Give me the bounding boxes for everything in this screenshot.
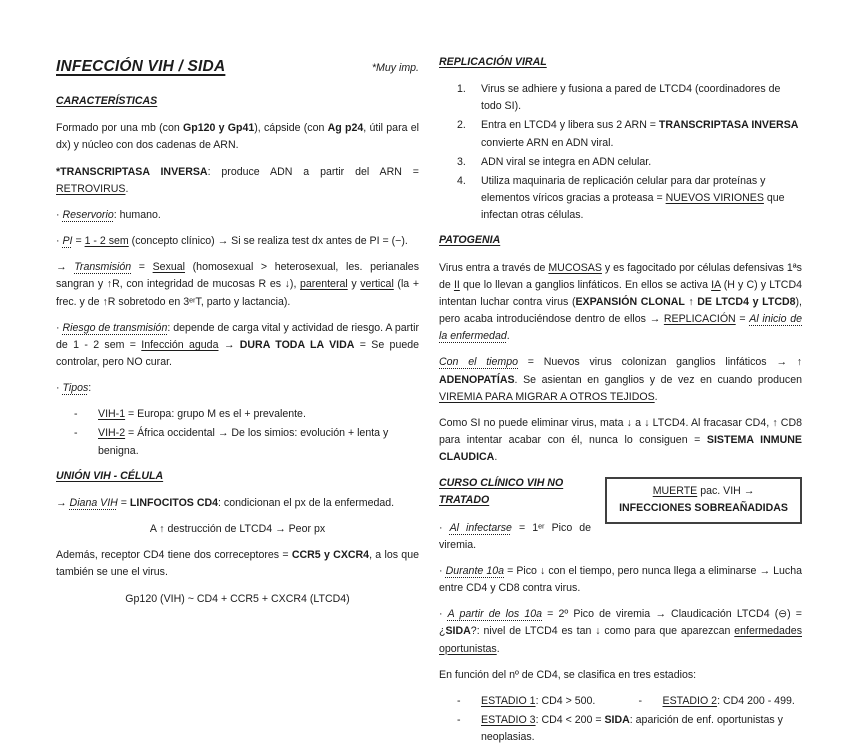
paragraph [56, 547, 419, 581]
text-segment: (concepto clínico) → Si se realiza test dx antes de PI = (−). [128, 235, 408, 248]
list-marker: - [74, 408, 78, 421]
text-segment: : CD4 > 500. [535, 694, 596, 707]
paragraph [439, 606, 802, 657]
text-segment: CURSO CLÍNICO VIH NO TRATADO [439, 477, 564, 507]
text-segment: ), cápside (con [254, 122, 328, 135]
text-segment: SISTEMA INMUNE CLAUDICA [439, 433, 802, 464]
text-segment: enfermedades oportunistas [439, 625, 802, 655]
text-segment: vertical [360, 278, 394, 291]
paragraph [56, 233, 419, 250]
section-heading [439, 54, 802, 71]
dash-list-item [457, 712, 802, 746]
section-heading [439, 475, 591, 509]
list-item-text [481, 173, 802, 224]
text-segment: REPLICACIÓN [663, 313, 736, 326]
two-column-list-row [439, 693, 802, 710]
muerte-box-line-1 [619, 483, 788, 499]
text-segment: · [56, 382, 63, 395]
list-item-text [481, 81, 802, 115]
text-segment: Transmisión [74, 261, 132, 274]
paragraph [439, 354, 802, 405]
centered-note [56, 591, 419, 608]
text-segment: . [506, 330, 510, 343]
text-segment: EXPANSIÓN CLONAL ↑ DE LTCD4 y LTCD8 [575, 295, 796, 308]
text-segment: PI [62, 235, 73, 248]
text-segment: Además, receptor CD4 tiene dos correceptores = [56, 549, 292, 562]
text-segment: Utiliza maquinaria de replicación celular para dar proteínas y elementos víricos gracias a proteasa = [481, 174, 766, 205]
text-segment: → [218, 338, 240, 351]
text-segment: MUCOSAS [548, 261, 602, 274]
paragraph [56, 164, 419, 198]
text-segment: Virus entra a través de [439, 261, 549, 274]
list-item-text [663, 693, 803, 710]
list-marker: 1. [457, 83, 466, 96]
list-marker: 2. [457, 119, 466, 132]
text-segment: Formado por una mb (con [56, 122, 183, 135]
paragraph [439, 563, 802, 597]
section-heading [56, 468, 419, 485]
text-segment: = [117, 496, 130, 509]
text-segment: NUEVOS VIRIONES [665, 192, 764, 205]
list-item-text [98, 425, 419, 459]
text-segment: VIH-1 [98, 408, 126, 421]
page-title: INFECCIÓN VIH / SIDA [56, 58, 226, 75]
list-marker: - [74, 427, 78, 440]
text-segment: : CD4 < 200 = [535, 714, 605, 726]
text-segment: TRANSCRIPTASA INVERSA [658, 119, 799, 132]
dash-list-item [74, 406, 419, 423]
section-heading [56, 93, 419, 110]
list-marker: - [457, 694, 461, 707]
text-segment: = 2º Pico de viremia → Claudicación LTCD4 (⊖) = ¿ [439, 608, 802, 638]
text-segment: Diana VIH [69, 496, 118, 509]
text-segment: = Nuevos virus colonizan ganglios linfáticos → ↑ [518, 356, 802, 369]
paragraph [56, 320, 419, 371]
text-segment: parenteral [300, 278, 348, 291]
text-segment: . [654, 390, 658, 403]
numbered-list-item [457, 173, 802, 224]
text-segment: *TRANSCRIPTASA INVERSA [56, 165, 208, 178]
text-segment: y [347, 278, 361, 291]
paragraph [439, 260, 802, 346]
dash-list-item [457, 693, 621, 710]
numbered-list-item [457, 154, 802, 171]
text-segment: Gp120 y Gp41 [182, 122, 255, 135]
text-segment: ADENOPATÍAS [439, 373, 515, 386]
list-item-text [481, 712, 802, 746]
text-segment: RETROVIRUS [56, 182, 126, 195]
text-segment: VIH-2 [98, 427, 126, 440]
text-segment: = Se puede controlar, pero NO curar. [56, 338, 420, 368]
list-item-text [481, 693, 621, 710]
text-segment: . Se asientan en ganglios y de vez en cuando producen [514, 373, 802, 386]
text-segment: = 1ᵉʳ Pico de viremia. [439, 521, 592, 551]
text-segment: SIDA [604, 714, 630, 726]
numbered-list-item [457, 81, 802, 115]
curso-clinico-left [439, 475, 591, 563]
text-segment: · [439, 521, 450, 534]
text-segment: y es fagocitado por células defensivas 1ªs de [439, 261, 802, 291]
text-segment: = Europa: grupo M es el + prevalente. [125, 408, 306, 421]
text-segment: = África occidental → De los simios: evolución + lenta y benigna. [98, 427, 389, 457]
text-segment: : [88, 382, 92, 395]
paragraph [439, 415, 802, 466]
text-segment: Infección aguda [141, 338, 219, 351]
right-column [439, 54, 803, 744]
text-segment: : CD4 200 - 499. [717, 694, 795, 707]
text-segment: , útil para el dx) y núcleo con dos cadenas de ARN. [56, 122, 419, 152]
text-segment: que lo llevan a ganglios linfáticos. En ellos se activa [459, 278, 712, 291]
section-heading [439, 232, 802, 249]
text-segment: A ↑ destrucción de LTCD4 → Peor px [149, 523, 326, 536]
paragraph [56, 259, 419, 310]
list-item-text [481, 154, 802, 171]
text-segment: : condicionan el px de la enfermedad. [218, 496, 395, 509]
text-segment: ADN viral se integra en ADN celular. [481, 155, 652, 168]
text-segment: = Pico ↓ con el tiempo, pero nunca llega a eliminarse → Lucha entre CD4 y CD8 contra virus. [439, 564, 802, 595]
text-segment: : aparición de enf. oportunistas y neoplasias. [481, 714, 783, 744]
text-segment: Al inicio de la enfermedad [439, 313, 803, 343]
muerte-callout-box [605, 477, 802, 524]
text-segment: Con el tiempo [439, 356, 519, 369]
text-segment: CCR5 y CXCR4 [291, 549, 370, 562]
text-segment: · [439, 564, 446, 577]
dash-list-item [74, 425, 419, 459]
text-segment: · [56, 321, 63, 334]
text-segment: En función del nº de CD4, se clasifica en tres estadios: [439, 668, 697, 681]
text-segment: SIDA [445, 625, 471, 638]
dash-list-item [639, 693, 803, 710]
text-segment: , a los que también se une el virus. [56, 549, 419, 579]
text-segment: A partir de los 10a [447, 608, 543, 621]
text-segment: Entra en LTCD4 y libera sus 2 ARN = [481, 119, 659, 132]
text-segment: ), pero acaba introduciéndose dentro de ellos → [439, 295, 802, 326]
text-segment: Sexual [152, 261, 186, 274]
left-column-blocks [56, 93, 419, 608]
text-segment: REPLICACIÓN VIRAL [439, 56, 547, 68]
text-segment: (la + frec. y de ↑R sobretodo en 3ᵉʳT, parto y lactancia). [56, 278, 420, 308]
text-segment: = [735, 313, 750, 326]
numbered-list-item [457, 117, 802, 151]
text-segment: convierte ARN en ADN viral. [481, 136, 614, 149]
text-segment: → [56, 496, 70, 509]
text-segment: Durante 10a [445, 564, 505, 577]
curso-clinico-row [439, 475, 802, 563]
text-segment: que infectan otras células. [481, 192, 785, 222]
muerte-box-line-2 [619, 500, 788, 516]
text-segment: ESTADIO 3 [481, 714, 536, 726]
list-item-text [98, 406, 419, 423]
text-segment: Al infectarse [449, 521, 512, 534]
text-segment: . [494, 451, 498, 464]
left-column [56, 54, 420, 605]
paragraph [56, 495, 419, 512]
text-segment: CARACTERÍSTICAS [56, 95, 158, 108]
text-segment: · [439, 608, 448, 621]
text-segment: DURA TODA LA VIDA [239, 338, 355, 351]
text-segment: → [56, 261, 75, 274]
text-segment: MUERTE [652, 485, 698, 498]
list-marker: - [457, 714, 461, 726]
text-segment: Tipos [62, 382, 89, 395]
text-segment: INFECCIONES SOBREAÑADIDAS [619, 501, 788, 514]
paragraph [56, 380, 419, 397]
title-row [56, 54, 419, 79]
paragraph [439, 520, 591, 554]
text-segment: ESTADIO 1 [481, 694, 536, 707]
text-segment: II [453, 278, 460, 291]
list-marker: - [638, 694, 643, 707]
centered-note [56, 521, 419, 538]
right-column-blocks-top [439, 54, 802, 466]
text-segment: UNIÓN VIH - CÉLULA [56, 469, 164, 482]
text-segment: . [125, 182, 129, 195]
list-marker: 4. [457, 174, 466, 187]
text-segment: Gp120 (VIH) ~ CD4 + CCR5 + CXCR4 (LTCD4) [125, 592, 350, 605]
text-segment: Virus se adhiere y fusiona a pared de LTCD4 (coordinadores de todo SI). [481, 83, 781, 113]
text-segment: 1 - 2 sem [84, 235, 129, 248]
text-segment: PATOGENIA [439, 234, 501, 247]
text-segment: : depende de carga vital y actividad de riesgo. A partir de 1 - 2 sem = [56, 321, 420, 351]
paragraph [56, 120, 419, 154]
right-column-blocks-bottom [439, 563, 802, 746]
list-item-text [481, 117, 802, 151]
importance-note: *Muy imp. [371, 62, 419, 74]
text-segment: · [56, 235, 63, 248]
text-segment: : produce ADN a partir del ARN = [207, 165, 419, 178]
text-segment: pac. VIH → [697, 485, 755, 498]
paragraph [439, 667, 802, 684]
text-segment: Ag p24 [327, 122, 364, 135]
text-segment: . [496, 642, 500, 655]
text-segment: Riesgo de transmisión [62, 321, 168, 334]
text-segment: VIREMIA PARA MIGRAR A OTROS TEJIDOS [439, 390, 655, 403]
text-segment: ESTADIO 2 [662, 694, 718, 707]
text-segment: Como SI no puede eliminar virus, mata ↓ a ↓ LTCD4. Al fracasar CD4, ↑ CD8 para intentar acabar con él, nunca lo consiguen = [439, 416, 802, 446]
paragraph [56, 207, 419, 224]
text-segment: (H y C) y LTCD4 intentan luchar contra virus ( [439, 278, 802, 308]
text-segment: · [56, 208, 63, 221]
text-segment: IA [711, 278, 721, 291]
text-segment: LINFOCITOS CD4 [129, 496, 219, 509]
text-segment: : humano. [113, 208, 161, 221]
text-segment: ?: nivel de LTCD4 es tan ↓ como para que aparezcan [470, 625, 735, 638]
list-marker: 3. [457, 155, 466, 168]
text-segment: Reservorio [62, 208, 114, 221]
text-segment: = [131, 261, 153, 274]
text-segment: (homosexual > heterosexual, les. perianales sangran y ↑R, con integridad de mucosas R es ↓), [56, 261, 419, 291]
text-segment: = [72, 235, 85, 248]
